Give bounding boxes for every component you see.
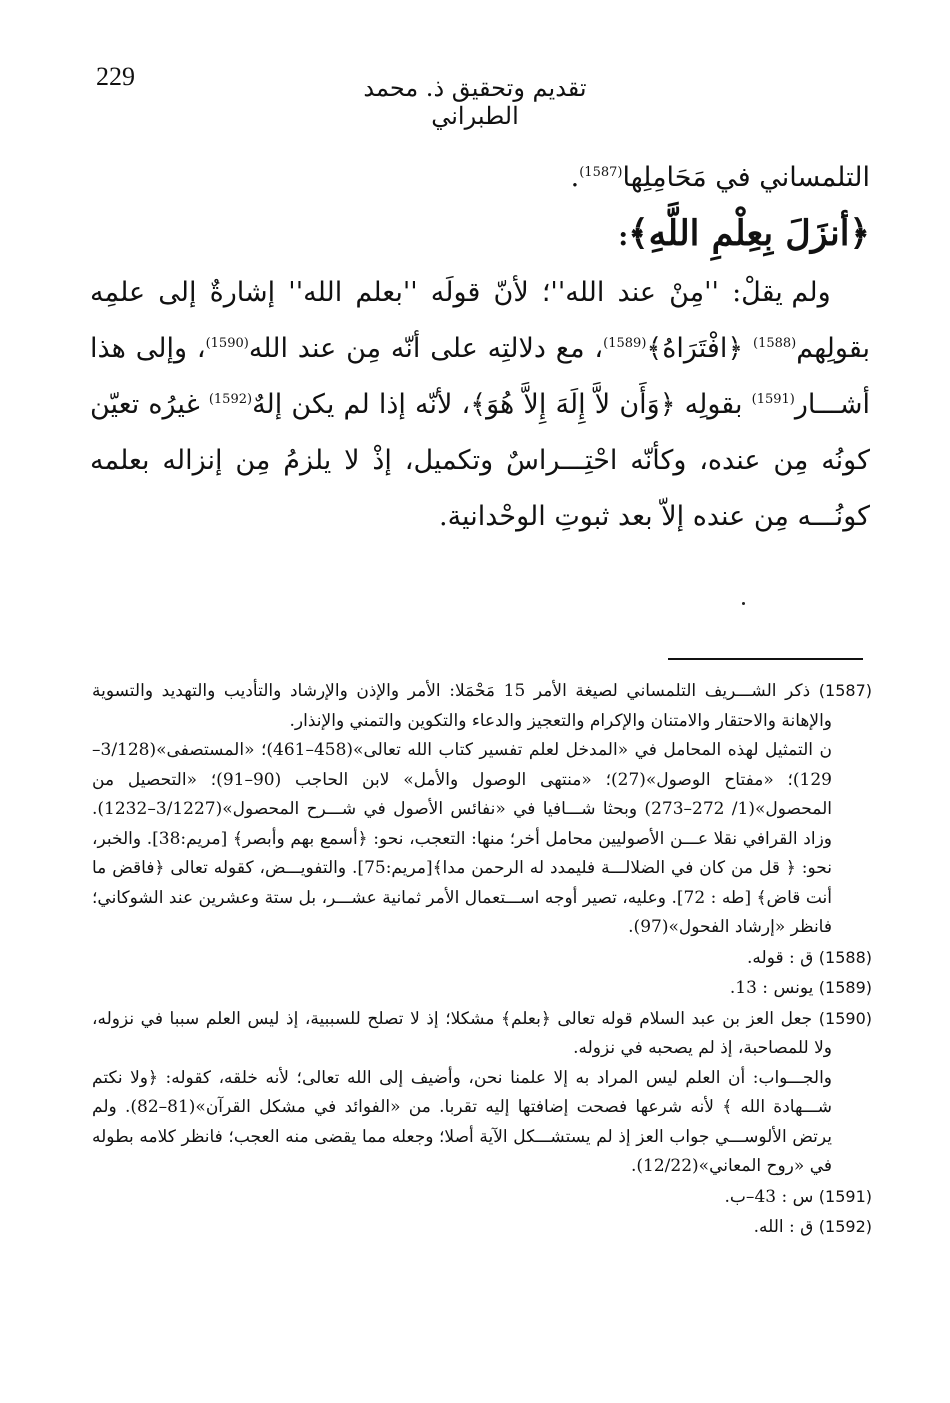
footnote-ref-1592: (1592)	[208, 392, 253, 407]
footnote-text: جعل العز بن عبد السلام قوله تعالى ﴿بعلم﴾ مشكلا؛ إذ لا تصلح للسببية، إذ ليس العلم سببا في نزوله، ولا للمصاحبة، إذ لم يصحبه في نزوله.	[92, 1008, 832, 1058]
commentary-part-1: ولم يقلْ: ''مِنْ عند الله''؛ لأنّ قولَه ''بعلم الله'' إشارةٌ إلى علمِه بقولِهم	[90, 277, 871, 364]
footnote-1590-continued	[92, 1064, 872, 1182]
verse-heading-colon: :	[618, 221, 629, 252]
main-text	[90, 150, 870, 545]
footnote-number: (1591)	[818, 1186, 872, 1206]
running-title: تقديم وتحقيق ذ. محمد الطبراني	[363, 74, 587, 130]
footnote-1587-continued	[92, 736, 872, 943]
footnote-1588	[92, 943, 872, 974]
opening-line: التلمساني في مَحَامِلِها$^{(1587)}$.	[570, 162, 870, 193]
footnote-text: س : 43–ب.	[724, 1186, 814, 1207]
page-number: 229	[96, 62, 135, 91]
footnote-1591	[92, 1182, 872, 1213]
footnote-1589	[92, 973, 872, 1004]
commentary-part-5: بقولِه ﴿وَأَن لاَّ إِلَهَ إِلاَّ هُوَ﴾، لأنّه إذا لم يكن إلهٌ	[252, 389, 752, 420]
ink-dot	[742, 602, 745, 605]
footnote-text: يونس : 13.	[729, 978, 814, 998]
footnote-1592	[92, 1212, 872, 1243]
footnote-number: (1589)	[818, 978, 872, 997]
footnote-number: (1592)	[818, 1217, 872, 1236]
commentary-part-4: ، وإلى هذا أشـــار	[90, 333, 870, 420]
footnote-ref-1590: (1590)	[205, 336, 249, 351]
opening-text: التلمساني في مَحَامِلِها	[622, 162, 870, 193]
verse-heading	[90, 206, 870, 265]
footnote-text: ن التمثيل لهذه المحامل في «المدخل لعلم تفسير كتاب الله تعالى»(458–461)؛ «المستصفى»(3/128–129)؛ «مفتاح الوصول»(27)؛ «منتهى الوصول والأمل» لابن الحاجب (90–91)؛ «التحصيل من المحصول»(1/ 272–273) وبحثا شـــافيا في «نفائس الأصول في شـــرح المحصول»(3/1227–1232). وزاد القرافي نقلا عـــن الأصوليين محامل أخر؛ منها: التعجب، نحو: ﴿أسمع بهم وأبصر﴾ [مريم:38]. والخبر، نحو: ﴿ قل من كان في الضلالـــة فليمدد له الرحمن مدا﴾[مريم:75]. والتفويـــض، كقوله تعالى ﴿فاقض ما أنت قاض﴾ [طه : 72]. وعليه، تصير أوجه اســـتعمال الأمر ثمانية عشـــر، بل ستة وعشرين عند الشوكاني؛ فانظر «إرشاد الفحول»(97).	[92, 740, 832, 937]
footnote-1590	[92, 1004, 872, 1064]
footnote-divider	[668, 658, 863, 660]
footnote-ref-1591: (1591)	[751, 392, 795, 407]
footnotes	[92, 676, 872, 1243]
footnote-text: ق : قوله.	[747, 947, 814, 968]
footnote-number: (1588)	[818, 947, 872, 967]
footnote-ref-1589: (1589)	[603, 336, 647, 351]
footnote-text: ق : الله.	[753, 1217, 814, 1237]
commentary-part-6: غيرُه تعيّن كونُه مِن عنده، وكأنّه احْتِـــراسٌ وتكميل، إذْ لا يلزمُ مِن إنزاله بعلمه كونُـــه مِن عنده إلاّ بعد ثبوتِ الوحْدانية.	[90, 389, 870, 532]
footnote-number: (1587)	[818, 681, 872, 700]
footnote-ref-1588: (1588)	[753, 336, 797, 351]
commentary-part-3: ، مع دلالتِه على أنّه مِن عند الله	[248, 333, 604, 364]
commentary-paragraph	[90, 265, 870, 545]
footnote-1587	[92, 676, 872, 736]
footnote-text: والجـــواب: أن العلم ليس المراد به إلا علمنا نحن، وأضيف إلى الله تعالى؛ لأنه خلقه، كقوله: ﴿ولا نكتم شـــهادة الله ﴾ لأنه شرعها فصحت إضافتها إليه تقربا. من «الفوائد في مشكل القرآن»(81–82). ولم يرتض الألوســـي جواب العز إذ لم يستشـــكل الآية أصلا؛ وجعله مما يقضى منه العجب؛ فانظر كلامه بطوله في «روح المعاني»(12/22).	[92, 1067, 832, 1176]
footnote-ref-1587: (1587)	[579, 165, 623, 180]
footnote-text: ذكر الشـــريف التلمساني لصيغة الأمر 15 مَحْمَلا: الأمر والإذن والإرشاد والتأديب والتهديد والتسوية والإهانة والاحتقار والامتنان والإكرام والتعجيز والدعاء والتكوين والتمني والإنذار.	[92, 681, 832, 731]
verse-heading-quran: ﴿أنزَلَ بِعِلْمِ اللَّهِ﴾	[628, 213, 870, 254]
footnote-number: (1590)	[818, 1008, 873, 1028]
commentary-part-2: ﴿افْتَرَاهُ﴾	[646, 333, 753, 364]
